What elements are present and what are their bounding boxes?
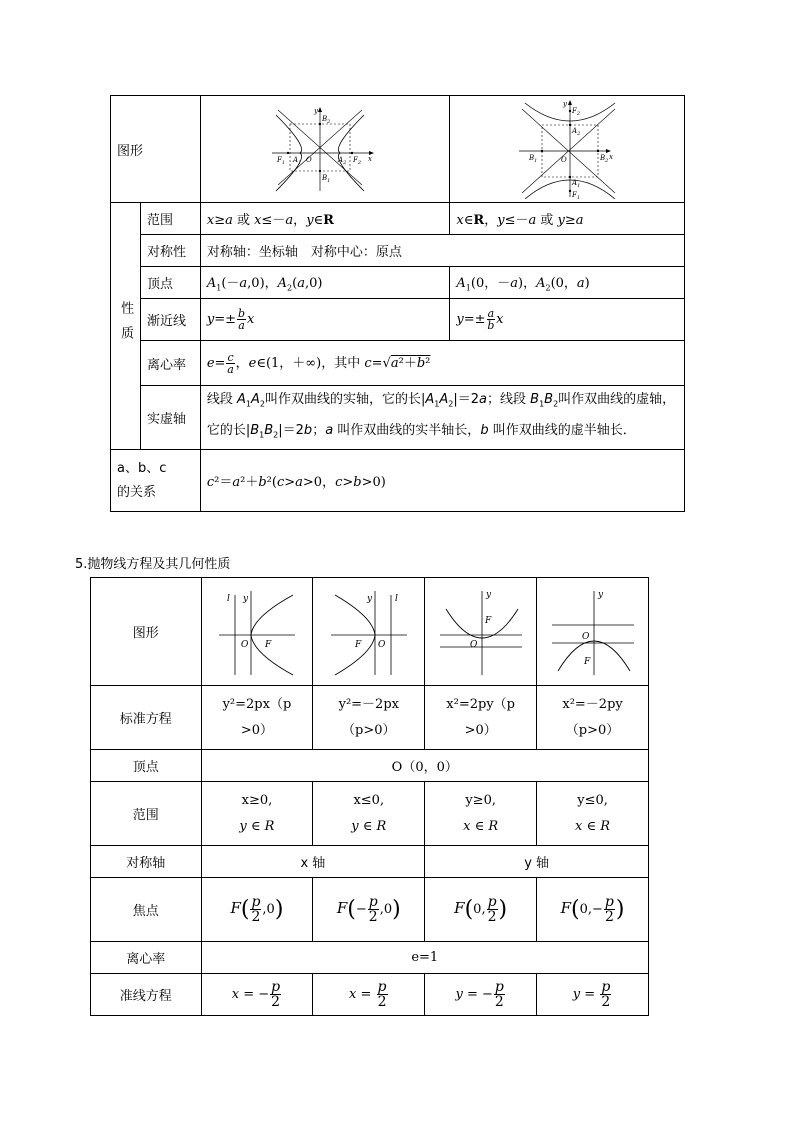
equation-cell: x²=2py（p >0） [425, 686, 537, 750]
equation-cell: y²=2px（p >0） [201, 686, 313, 750]
svg-text:l: l [394, 593, 398, 604]
svg-text:F1: $F_1$ [572, 191, 581, 199]
eccentricity-value: e=1 [201, 942, 648, 974]
svg-text:y: y [242, 593, 249, 604]
svg-text:F2: $F_2$ [572, 107, 581, 117]
parabola-down-figure [537, 578, 649, 686]
equation-row-label: 标准方程 [91, 686, 202, 750]
focus-row-label: 焦点 [91, 878, 202, 942]
properties-group-label: 性质 [111, 203, 141, 450]
hyperbola-y-axis-figure [450, 96, 685, 203]
parabola-properties-table [90, 577, 649, 1016]
range-cell: x≥0, y ∈ R [201, 782, 313, 846]
directrix-cell: x = $\frac{p}{2}$ [313, 974, 425, 1016]
asymptote-x-axis-value: y=± $\frac{b}{a}$ x [200, 299, 450, 341]
svg-text:O: O [581, 631, 589, 642]
svg-text:B2: $B_2$ [322, 115, 331, 125]
axis-y-value: y 轴 [425, 846, 649, 878]
figure-label: 图形 [111, 96, 201, 203]
eccentricity-row-label: 离心率 [91, 942, 202, 974]
svg-text:F: F [583, 656, 590, 667]
svg-text:B1: $B_1$ [529, 154, 538, 164]
vertex-value: O（0，0） [201, 750, 648, 782]
range-row-label: 范围 [91, 782, 202, 846]
relation-label: a、b、c 的关系 [111, 450, 201, 512]
svg-text:O: O [306, 156, 312, 164]
svg-text:y: y [485, 589, 491, 600]
parabola-opens-left-diagram [329, 587, 409, 677]
parabola-up-figure [425, 578, 537, 686]
svg-text:y: y [597, 589, 603, 600]
parabola-opens-down-diagram [548, 587, 638, 677]
hyperbola-properties-table [110, 95, 685, 512]
parabola-opens-right-diagram [217, 587, 297, 677]
directrix-cell: y = $\frac{p}{2}$ [537, 974, 649, 1016]
svg-text:A2: $A_2$ [572, 127, 581, 137]
focus-cell: F( $\frac{p}{2}$ ,0) [201, 878, 313, 942]
svg-text:F: F [264, 639, 272, 650]
parabola-left-figure [313, 578, 425, 686]
svg-text:B2: $B_2$ [600, 154, 609, 164]
svg-text:O: O [240, 639, 249, 650]
svg-text:O: O [561, 156, 567, 164]
svg-text:F: F [484, 615, 491, 626]
parabola-right-figure [201, 578, 313, 686]
svg-text:F: F [354, 639, 362, 650]
directrix-cell: y = − $\frac{p}{2}$ [425, 974, 537, 1016]
symmetry-value: 对称轴：坐标轴 对称中心：原点 [200, 235, 684, 267]
axes-label: 实虚轴 [140, 386, 200, 450]
focus-cell: F(0,− $\frac{p}{2}$ ) [537, 878, 649, 942]
svg-text:O: O [469, 639, 478, 650]
asymptote-label: 渐近线 [140, 299, 200, 341]
range-cell: x≤0, y ∈ R [313, 782, 425, 846]
parabola-opens-up-diagram [436, 587, 526, 677]
directrix-row-label: 准线方程 [91, 974, 202, 1016]
hyperbola-horizontal-diagram [270, 105, 380, 193]
svg-text:x: x [368, 155, 373, 163]
axis-x-value: x 轴 [201, 846, 425, 878]
svg-text:O: O [377, 639, 386, 650]
eccentricity-value: e= $\frac{c}{a}$ ，e∈(1，＋∞)，其中 c=√a²＋b² [200, 341, 684, 386]
focus-cell: F(0, $\frac{p}{2}$ ) [425, 878, 537, 942]
hyperbola-x-axis-figure [200, 96, 450, 203]
hyperbola-vertical-diagram [517, 99, 617, 199]
svg-text:x: x [609, 153, 614, 161]
svg-text:y: y [314, 107, 319, 115]
equation-cell: x²=－2py （p>0） [537, 686, 649, 750]
axis-row-label: 对称轴 [91, 846, 202, 878]
svg-text:A1: $A_1$ [293, 156, 302, 166]
focus-cell: F(− $\frac{p}{2}$ ,0) [313, 878, 425, 942]
eccentricity-label: 离心率 [140, 341, 200, 386]
figure-row-label: 图形 [91, 578, 202, 686]
svg-text:B1: $B_1$ [322, 174, 331, 184]
svg-text:A1: $A_1$ [572, 179, 581, 189]
svg-text:y: y [563, 100, 568, 108]
section-title: 5.抛物线方程及其几何性质 [75, 557, 231, 572]
vertex-label: 顶点 [140, 267, 200, 299]
svg-text:F1: $F_1$ [277, 156, 286, 166]
range-x-axis-value: x≥a 或 x≤－a，y∈R [200, 203, 450, 235]
equation-cell: y²=－2px （p>0） [313, 686, 425, 750]
directrix-cell: x = − $\frac{p}{2}$ [201, 974, 313, 1016]
range-y-axis-value: x∈R，y≤－a 或 y≥a [450, 203, 685, 235]
vertex-y-axis-value: $A_1(0$，－a)，$A_2(0$，a) [450, 267, 685, 299]
svg-text:F2: $F_2$ [353, 156, 362, 166]
relation-value: c²＝a²＋b²(c>a>0，c>b>0) [200, 450, 684, 512]
range-cell: y≤0, x ∈ R [537, 782, 649, 846]
axes-value: 线段 $A_1A_2$叫作双曲线的实轴，它的长$|A_1A_2|=2a$；线段 $B_1B_2$叫作双曲线的虚轴， 它的长$|B_1B_2|=2b$；a 叫作双曲线的实半轴长，b 叫作双曲线的虚半轴长． [200, 386, 684, 450]
asymptote-y-axis-value: y=± $\frac{a}{b}$ x [450, 299, 685, 341]
vertex-row-label: 顶点 [91, 750, 202, 782]
range-cell: y≥0, x ∈ R [425, 782, 537, 846]
svg-text:y: y [366, 593, 372, 604]
range-label: 范围 [140, 203, 200, 235]
svg-text:l: l [226, 593, 230, 604]
vertex-x-axis-value: $A_1(-a,0)$，$A_2(a,0)$ [200, 267, 450, 299]
svg-text:A2: $A_2$ [338, 156, 347, 166]
symmetry-label: 对称性 [140, 235, 200, 267]
